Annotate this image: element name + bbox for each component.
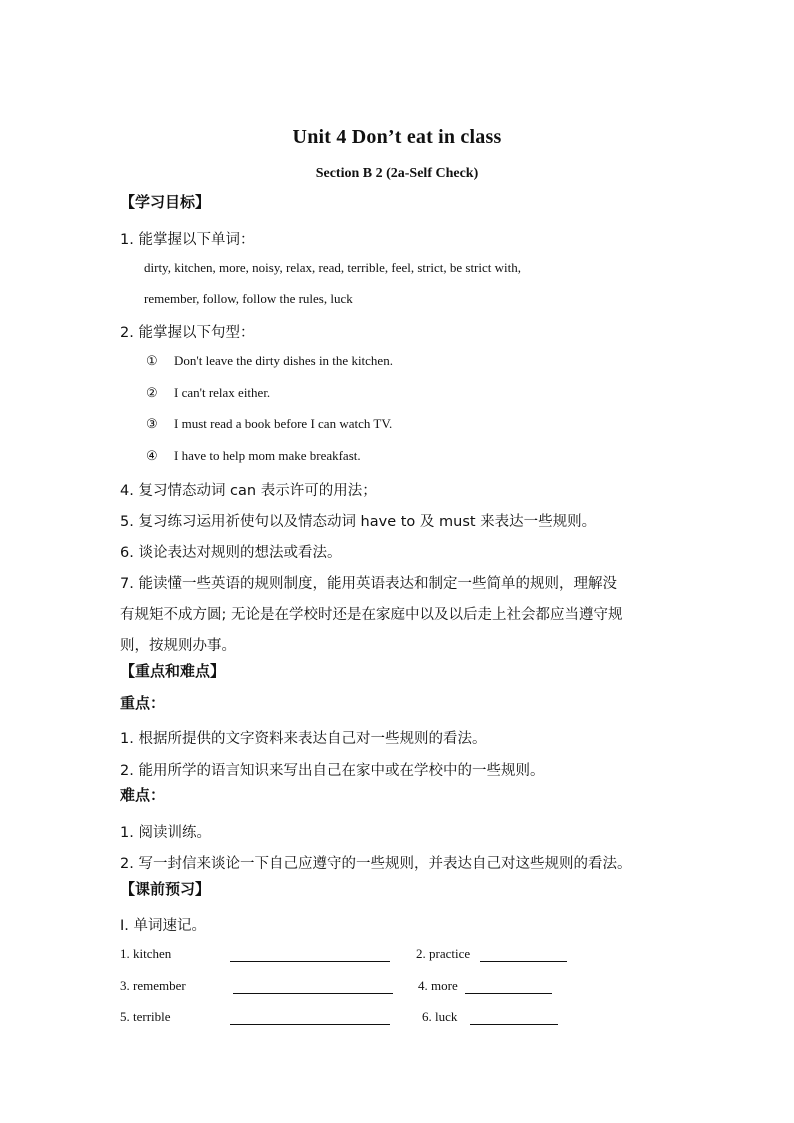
objective-item-5: 5. 复习练习运用祈使句以及情态动词 have to 及 must 来表达一些规则。 bbox=[120, 514, 597, 530]
page-title: Unit 4 Don’t eat in class bbox=[292, 126, 502, 148]
vocab-item-left: 5. terrible bbox=[120, 1009, 171, 1024]
sentence-text: I can't relax either. bbox=[174, 385, 271, 400]
sentence-number: ② bbox=[146, 385, 158, 400]
vocab-item-left: 1. kitchen bbox=[120, 946, 172, 961]
answer-blank[interactable] bbox=[230, 949, 390, 962]
answer-blank[interactable] bbox=[470, 1012, 558, 1025]
sentence-item bbox=[146, 353, 393, 369]
objective-item-7-line-2: 有规矩不成方圆; 无论是在学校时还是在家庭中以及以后走上社会都应当遵守规 bbox=[120, 607, 623, 623]
objective-words-line-1: dirty, kitchen, more, noisy, relax, read, terrible, feel, strict, be strict with, bbox=[144, 260, 521, 275]
objective-item-1: 1. 能掌握以下单词： bbox=[120, 232, 255, 248]
objective-item-4: 4. 复习情态动词 can 表示许可的用法； bbox=[120, 483, 377, 499]
answer-blank[interactable] bbox=[480, 949, 567, 962]
sentence-text: I have to help mom make breakfast. bbox=[174, 448, 361, 463]
vocab-item-right: 2. practice bbox=[416, 946, 471, 961]
objectives-heading: 【学习目标】 bbox=[120, 193, 211, 211]
difficult-points-label: 难点： bbox=[120, 786, 166, 804]
vocab-item-right: 4. more bbox=[418, 978, 458, 993]
keypoints-heading: 【重点和难点】 bbox=[120, 662, 226, 680]
answer-blank[interactable] bbox=[233, 981, 393, 994]
sentence-text: I must read a book before I can watch TV. bbox=[174, 416, 393, 431]
sentence-number: ① bbox=[146, 353, 158, 368]
answer-blank[interactable] bbox=[465, 981, 552, 994]
sentence-number: ③ bbox=[146, 416, 158, 431]
difficult-point-item: 2. 写一封信来谈论一下自己应遵守的一些规则，并表达自己对这些规则的看法。 bbox=[120, 856, 632, 872]
objective-item-7-line-1: 7. 能读懂一些英语的规则制度，能用英语表达和制定一些简单的规则，理解没 bbox=[120, 576, 617, 592]
key-points-label: 重点： bbox=[120, 694, 166, 712]
objective-words-line-2: remember, follow, follow the rules, luck bbox=[144, 291, 353, 306]
sentence-item bbox=[146, 385, 270, 401]
difficult-point-item: 1. 阅读训练。 bbox=[120, 825, 211, 841]
preview-heading: 【课前预习】 bbox=[120, 880, 211, 898]
section-subtitle: Section B 2 (2a-Self Check) bbox=[315, 166, 479, 181]
vocab-item-left: 3. remember bbox=[120, 978, 186, 993]
objective-item-7-line-3: 则，按规则办事。 bbox=[120, 638, 236, 654]
objective-item-6: 6. 谈论表达对规则的想法或看法。 bbox=[120, 545, 342, 561]
preview-section-title: I. 单词速记。 bbox=[120, 918, 206, 934]
answer-blank[interactable] bbox=[230, 1012, 390, 1025]
vocab-item-right: 6. luck bbox=[422, 1009, 458, 1024]
sentence-text: Don't leave the dirty dishes in the kitchen. bbox=[174, 353, 393, 368]
objective-item-2: 2. 能掌握以下句型： bbox=[120, 325, 255, 341]
sentence-item bbox=[146, 416, 392, 432]
sentence-number: ④ bbox=[146, 448, 158, 463]
key-point-item: 1. 根据所提供的文字资料来表达自己对一些规则的看法。 bbox=[120, 731, 487, 747]
sentence-item bbox=[146, 448, 361, 464]
key-point-item: 2. 能用所学的语言知识来写出自己在家中或在学校中的一些规则。 bbox=[120, 763, 545, 779]
